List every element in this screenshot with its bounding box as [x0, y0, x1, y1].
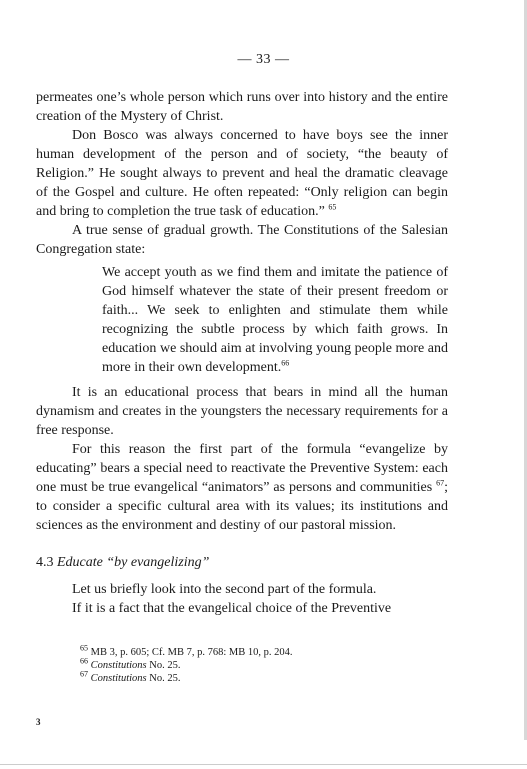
paragraph-5: For this reason the first part of the formula “evangelize by educating” bears a special need to reactivate the Preventive System: each one must be true evangelical “animators” as persons and communities $^{67}$; to consider a specific cultural area with its values; its institutions and sciences as the environment and destiny of our pastoral mission. — [36, 442, 448, 533]
paragraph-4: It is an educational process that bears in mind all the human dynamism and creates in the youngsters the necessary requirements for a free response. — [36, 385, 448, 438]
footnote-66: $^{66}$ Constitutions No. 25. — [80, 656, 181, 671]
footnote-ref-66: 66 — [281, 358, 290, 368]
page-number: — 33 — — [237, 52, 290, 67]
footnote-ref-67: 67 — [436, 478, 445, 488]
printer-signature-mark: 3 — [36, 717, 41, 727]
section-heading — [36, 553, 448, 572]
paragraph-6: Let us briefly look into the second part of the formula. — [72, 582, 377, 597]
paragraph-3: A true sense of gradual growth. The Constitutions of the Salesian Congregation state: — [36, 223, 448, 257]
paragraph-2: Don Bosco was always concerned to have boys see the inner human development of the person and of society, “the beauty of Religion.” He sought always to prevent and heal the dramatic cleavage of the Gospel and culture. He often repeated: “Only religion can begin and bring to completion the true task of education.” $^{65}$ — [36, 128, 448, 219]
block-quote: We accept youth as we find them and imitate the patience of God himself whatever the state of their present freedom or faith... We seek to enlighten and stimulate them while recognizing the subtle process by which faith grows. In education we should aim at involving young people more and more in their own development.$^{66}$ — [102, 265, 448, 375]
page-bottom-rule — [0, 764, 527, 765]
paragraph-7: If it is a fact that the evangelical choice of the Preventive — [72, 601, 392, 616]
footnote-67: $^{67}$ Constitutions No. 25. — [80, 669, 181, 684]
footnotes — [80, 643, 440, 685]
section-number: 4.3 — [36, 555, 54, 570]
paragraph-1: permeates one’s whole person which runs over into history and the entire creation of the Mystery of Christ. — [36, 90, 448, 124]
body-text — [36, 88, 448, 618]
footnote-ref-65: 65 — [328, 202, 337, 212]
section-title: Educate “by evangelizing” — [57, 555, 210, 570]
footnote-65: $^{65}$ MB 3, p. 605; Cf. MB 7, p. 768: MB 10, p. 204. — [80, 643, 293, 658]
